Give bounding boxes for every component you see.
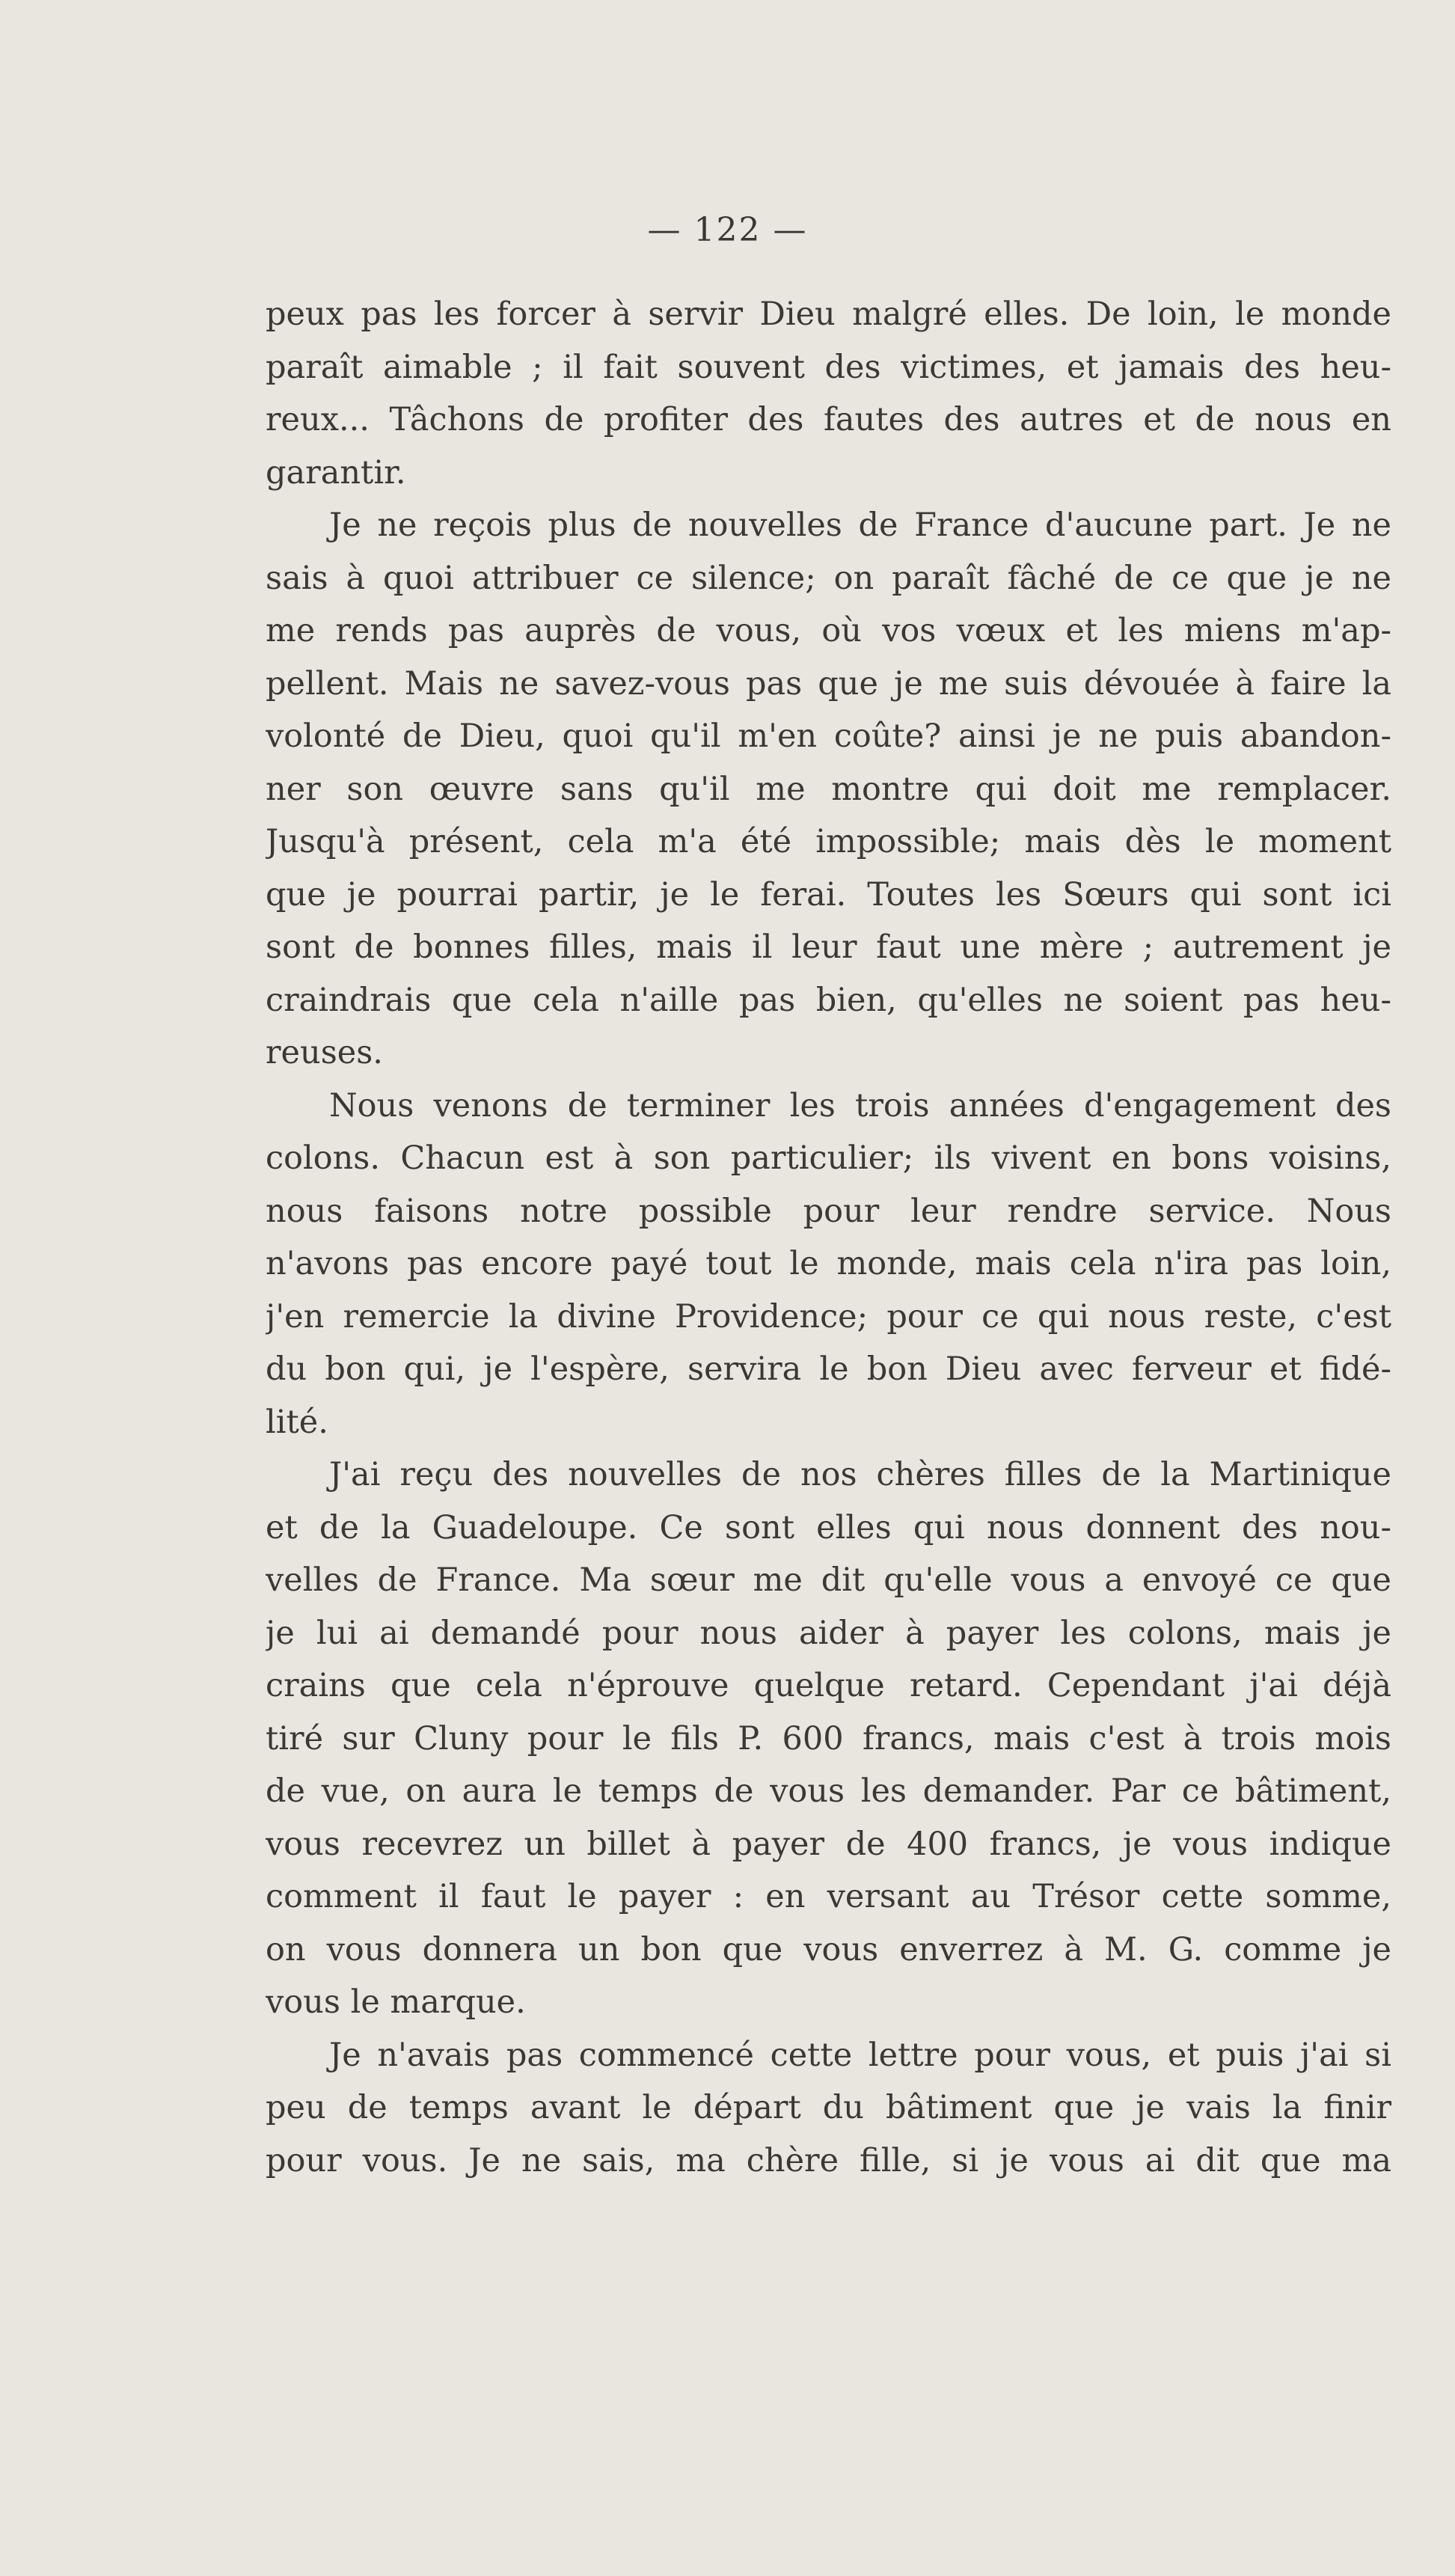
text-line: crains que cela n'éprouve quelque retard. Cependant j'ai déjà [266, 1667, 1391, 1704]
text-line: n'avons pas encore payé tout le monde, mais cela n'ira pas loin, [266, 1245, 1391, 1282]
text-line: nous faisons notre possible pour leur rendre service. Nous [266, 1192, 1391, 1230]
text-line: reuses. [266, 1034, 383, 1071]
text-line: peux pas les forcer à servir Dieu malgré elles. De loin, le monde [266, 296, 1391, 333]
text-line: vous le marque. [266, 1983, 526, 2021]
text-line: Jusqu'à présent, cela m'a été impossible; mais dès le moment [266, 823, 1391, 860]
text-line: de vue, on aura le temps de vous les demander. Par ce bâtiment, [266, 1772, 1391, 1810]
text-line: peu de temps avant le départ du bâtiment que je vais la finir [266, 2089, 1391, 2126]
text-line: volonté de Dieu, quoi qu'il m'en coûte? ainsi je ne puis abandon- [266, 718, 1391, 755]
text-line: craindrais que cela n'aille pas bien, qu'elles ne soient pas heu- [266, 981, 1391, 1019]
text-line: J'ai reçu des nouvelles de nos chères filles de la Martinique [329, 1456, 1391, 1493]
text-line: colons. Chacun est à son particulier; ils vivent en bons voisins, [266, 1139, 1391, 1177]
text-line: du bon qui, je l'espère, servira le bon Dieu avec ferveur et fidé- [266, 1350, 1391, 1388]
text-line: vous recevrez un billet à payer de 400 francs, je vous indique [266, 1825, 1391, 1863]
text-line: velles de France. Ma sœur me dit qu'elle vous a envoyé ce que [266, 1561, 1391, 1599]
text-line: Je n'avais pas commencé cette lettre pour vous, et puis j'ai si [329, 2036, 1391, 2074]
text-line: paraît aimable ; il fait souvent des victimes, et jamais des heu- [266, 348, 1391, 386]
text-line: ner son œuvre sans qu'il me montre qui doit me remplacer. [266, 770, 1391, 808]
text-line: sais à quoi attribuer ce silence; on paraît fâché de ce que je ne [266, 559, 1391, 597]
body-text [266, 288, 1391, 2187]
text-line: comment il faut le payer : en versant au Trésor cette somme, [266, 1878, 1391, 1915]
text-line: tiré sur Cluny pour le fils P. 600 francs, mais c'est à trois mois [266, 1719, 1391, 1757]
page-number: — 122 — [647, 211, 808, 249]
text-line: on vous donnera un bon que vous enverrez à M. G. comme je [266, 1930, 1391, 1968]
text-line: j'en remercie la divine Providence; pour ce qui nous reste, c'est [266, 1297, 1391, 1336]
text-line: lité. [266, 1403, 328, 1441]
text-line: que je pourrai partir, je le ferai. Toutes les Sœurs qui sont ici [266, 875, 1391, 914]
text-line: me rends pas auprès de vous, où vos vœux et les miens m'ap- [266, 612, 1391, 649]
text-line: Nous venons de terminer les trois années d'engagement des [329, 1086, 1391, 1125]
text-line: pour vous. Je ne sais, ma chère fille, si je vous ai dit que ma [266, 2141, 1391, 2179]
text-line: garantir. [266, 453, 406, 492]
text-line: reux... Tâchons de profiter des fautes des autres et de nous en [266, 401, 1391, 438]
text-line: je lui ai demandé pour nous aider à payer les colons, mais je [266, 1614, 1391, 1652]
text-line: et de la Guadeloupe. Ce sont elles qui nous donnent des nou- [266, 1508, 1391, 1546]
text-line: Je ne reçois plus de nouvelles de France d'aucune part. Je ne [329, 507, 1391, 544]
text-line: pellent. Mais ne savez-vous pas que je me suis dévouée à faire la [266, 664, 1391, 703]
text-line: sont de bonnes filles, mais il leur faut une mère ; autrement je [266, 928, 1391, 966]
